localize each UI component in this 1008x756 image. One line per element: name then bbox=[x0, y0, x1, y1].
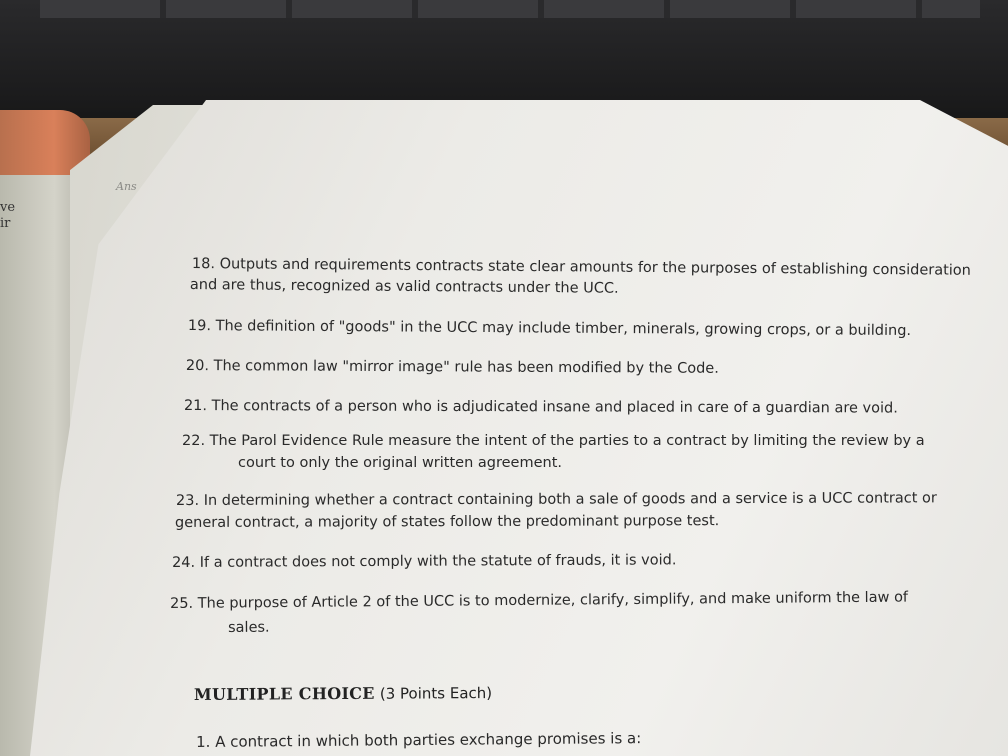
item-18-line-1: 18. Outputs and requirements contracts state clear amounts for the purposes of establishing consideration bbox=[191, 256, 971, 279]
item-25-line-1: 25. The purpose of Article 2 of the UCC is to modernize, clarify, simplify, and make uniform the law of bbox=[170, 589, 909, 612]
item-25-line-2: sales. bbox=[228, 619, 270, 636]
item-20: 20. The common law "mirror image" rule has been modified by the Code. bbox=[185, 358, 719, 377]
item-23-line-1: 23. In determining whether a contract containing both a sale of goods and a service is a UCC contract or bbox=[176, 490, 937, 509]
mc-question-1: 1. A contract in which both parties exchange promises is a: bbox=[196, 729, 642, 751]
left-page-text bbox=[0, 200, 15, 232]
item-19: 19. The definition of "goods" in the UCC may include timber, minerals, growing crops, or a building. bbox=[187, 318, 912, 340]
left-page-line: ir bbox=[0, 216, 11, 231]
section-heading bbox=[194, 683, 492, 704]
item-24: 24. If a contract does not comply with the statute of frauds, it is void. bbox=[172, 552, 677, 571]
item-18-line-2: and are thus, recognized as valid contracts under the UCC. bbox=[189, 277, 619, 297]
item-22-line-2: court to only the original written agreement. bbox=[238, 455, 562, 471]
worksheet-page bbox=[30, 100, 1008, 756]
left-page-line: ve bbox=[0, 200, 16, 215]
item-22-line-1: 22. The Parol Evidence Rule measure the intent of the parties to a contract by limiting the review by a bbox=[182, 433, 925, 449]
section-points: (3 Points Each) bbox=[379, 683, 493, 703]
section-title: MULTIPLE CHOICE bbox=[193, 683, 375, 705]
keyboard-keys bbox=[40, 0, 980, 18]
back-sheet-label: Ans bbox=[116, 180, 137, 193]
item-21: 21. The contracts of a person who is adjudicated insane and placed in care of a guardian are void. bbox=[183, 398, 898, 417]
item-23-line-2: general contract, a majority of states follow the predominant purpose test. bbox=[175, 513, 720, 531]
